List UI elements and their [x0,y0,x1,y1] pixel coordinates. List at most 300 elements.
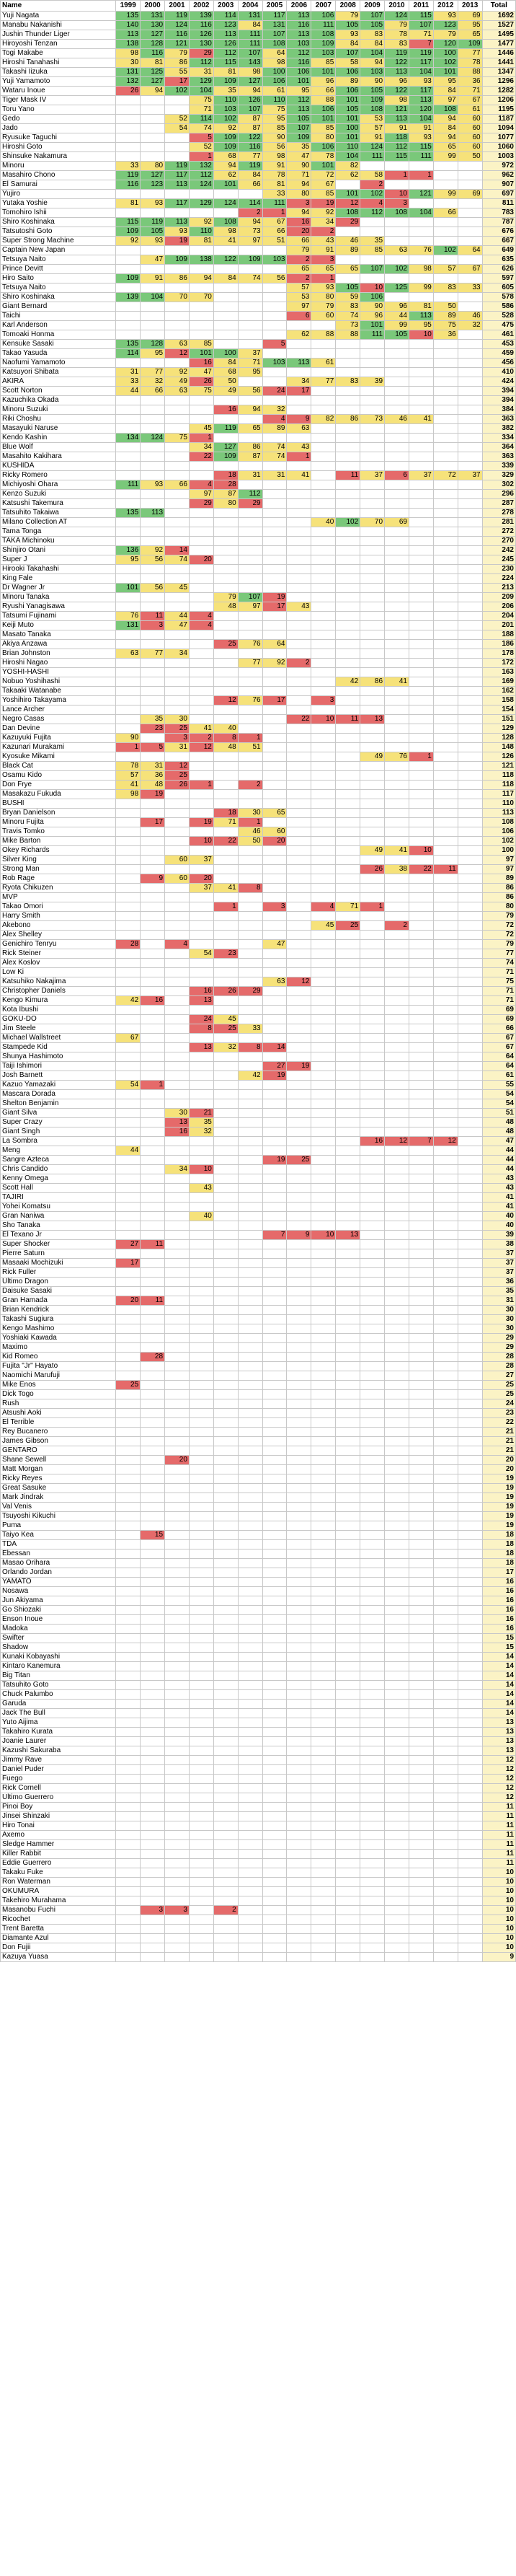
year-cell [336,968,360,977]
table-row [1,199,516,208]
year-cell: 29 [238,499,262,509]
year-cell [238,1062,262,1071]
year-cell [433,1165,458,1174]
year-cell: 1 [385,171,409,180]
year-cell [287,1465,311,1474]
year-cell [360,1353,385,1362]
year-cell [360,349,385,359]
year-cell [433,1896,458,1906]
year-cell: 41 [213,237,238,246]
year-cell [189,912,213,921]
year-cell [165,865,190,874]
wrestler-name: Scott Norton [1,387,116,396]
year-cell [165,1549,190,1559]
year-cell: 124 [165,21,190,30]
year-cell: 43 [189,1184,213,1193]
year-cell [409,1446,433,1456]
year-cell [238,677,262,687]
year-cell [189,1259,213,1268]
year-cell [458,527,482,537]
year-cell [360,1099,385,1109]
year-cell [409,1090,433,1099]
year-cell [213,1540,238,1549]
year-cell [238,1587,262,1596]
year-cell [116,490,141,499]
year-cell [213,1709,238,1718]
table-row [1,1878,516,1887]
year-cell [336,1484,360,1493]
wrestler-name: Akebono [1,921,116,931]
year-cell: 35 [141,715,165,724]
year-cell: 68 [213,152,238,162]
year-cell [433,968,458,977]
year-cell [165,1334,190,1343]
table-row [1,1231,516,1240]
year-cell: 91 [409,124,433,133]
year-cell [336,1071,360,1081]
year-cell: 124 [385,12,409,21]
year-cell: 119 [165,12,190,21]
year-cell [409,162,433,171]
wrestler-name: TDA [1,1540,116,1549]
year-cell [165,1474,190,1484]
year-cell: 107 [262,30,287,40]
year-cell [116,1343,141,1353]
year-cell [336,1746,360,1756]
year-cell: 111 [116,480,141,490]
year-cell: 26 [116,87,141,96]
year-cell [287,687,311,696]
year-cell [189,1353,213,1362]
year-cell [409,1043,433,1052]
year-cell [262,1643,287,1653]
year-cell [116,1531,141,1540]
year-cell: 106 [311,143,336,152]
year-cell [262,1568,287,1578]
table-row [1,12,516,21]
year-cell [360,1062,385,1071]
year-cell [116,1831,141,1840]
year-cell [141,1259,165,1268]
year-cell: 28 [116,940,141,949]
year-cell [433,1503,458,1512]
year-cell [311,977,336,987]
year-cell [213,1587,238,1596]
total-cell: 13 [482,1728,515,1737]
year-cell [116,462,141,471]
year-cell [116,659,141,668]
year-cell [336,1765,360,1775]
year-cell [116,1446,141,1456]
year-cell: 3 [311,696,336,705]
wrestler-name: Ryusuke Taguchi [1,133,116,143]
year-cell [287,874,311,884]
year-cell [385,1165,409,1174]
total-cell: 188 [482,630,515,640]
year-cell [287,537,311,546]
table-header [1,1,516,12]
wrestler-name: Don Fujii [1,1943,116,1953]
table-row [1,771,516,781]
year-cell [360,762,385,771]
year-cell [141,1268,165,1278]
table-row [1,1700,516,1709]
table-row [1,1081,516,1090]
total-cell: 787 [482,218,515,227]
year-cell [385,434,409,443]
year-cell [433,218,458,227]
table-row [1,1521,516,1531]
year-cell [238,1718,262,1728]
total-cell: 14 [482,1662,515,1671]
wrestler-name: Ryushi Yanagisawa [1,602,116,612]
year-cell [336,1399,360,1409]
year-cell [189,649,213,659]
year-cell [141,902,165,912]
year-cell: 131 [116,621,141,630]
year-cell [165,1925,190,1934]
year-cell [385,734,409,743]
year-cell [458,1934,482,1943]
year-cell [238,1231,262,1240]
year-cell [262,1718,287,1728]
year-cell: 67 [262,218,287,227]
year-cell [409,1278,433,1287]
year-cell [116,724,141,734]
year-cell [311,340,336,349]
year-cell [238,555,262,565]
wrestler-name: Masayuki Naruse [1,424,116,434]
year-cell [311,1784,336,1793]
year-cell [213,1718,238,1728]
year-cell [213,687,238,696]
year-cell [116,1709,141,1718]
year-cell: 84 [433,124,458,133]
table-row [1,940,516,949]
year-cell: 33 [116,162,141,171]
year-cell [385,1212,409,1221]
year-cell [262,1118,287,1127]
table-row [1,58,516,68]
year-cell [385,1343,409,1353]
year-cell [433,1934,458,1943]
wrestler-name: Shiro Koshinaka [1,218,116,227]
year-cell: 81 [116,199,141,208]
year-cell [458,340,482,349]
year-cell: 86 [238,443,262,452]
year-cell: 44 [165,612,190,621]
year-cell [458,1081,482,1090]
year-cell: 5 [262,340,287,349]
year-cell: 13 [360,715,385,724]
year-cell [336,1737,360,1746]
year-cell [287,1221,311,1231]
wrestler-name: Alex Koslov [1,959,116,968]
year-cell [311,1034,336,1043]
year-cell [311,1081,336,1090]
total-cell: 54 [482,1099,515,1109]
table-row [1,752,516,762]
year-cell [409,1953,433,1962]
year-cell [238,790,262,799]
year-cell: 49 [213,387,238,396]
year-cell [433,1127,458,1137]
year-cell [458,1259,482,1268]
year-cell: 29 [238,987,262,996]
year-cell [385,931,409,940]
year-cell [458,1052,482,1062]
year-cell: 42 [238,1071,262,1081]
year-cell [433,949,458,959]
year-cell [262,1315,287,1324]
year-cell [458,1653,482,1662]
year-cell [141,1015,165,1024]
year-cell [116,115,141,124]
year-cell [213,715,238,724]
year-cell [141,1484,165,1493]
year-cell [409,1418,433,1428]
table-row [1,96,516,105]
year-cell [287,912,311,921]
total-cell: 1187 [482,115,515,124]
year-cell [433,574,458,584]
table-row [1,1381,516,1390]
table-row [1,1024,516,1034]
year-cell [385,1634,409,1643]
year-cell [385,1568,409,1578]
year-cell [213,527,238,537]
year-cell [458,649,482,659]
year-cell [116,1399,141,1409]
total-cell: 783 [482,208,515,218]
year-cell [116,1718,141,1728]
year-cell [165,1953,190,1962]
year-cell [238,1671,262,1681]
year-cell [458,771,482,781]
year-cell [141,312,165,321]
year-cell [360,1887,385,1896]
year-cell [189,1943,213,1953]
year-cell: 64 [262,49,287,58]
year-cell [238,283,262,293]
year-cell [262,959,287,968]
year-cell [287,1606,311,1615]
wrestler-name: Naofumi Yamamoto [1,359,116,368]
year-cell: 29 [189,49,213,58]
year-cell [409,1409,433,1418]
year-cell: 117 [165,171,190,180]
year-cell [213,1353,238,1362]
year-cell [189,940,213,949]
year-cell [311,612,336,621]
year-cell [360,1240,385,1249]
year-cell [458,846,482,856]
year-cell [116,133,141,143]
year-cell: 37 [360,471,385,480]
year-cell [360,1671,385,1681]
year-cell [287,1943,311,1953]
year-cell: 57 [287,283,311,293]
wrestler-name: Great Sasuke [1,1484,116,1493]
year-cell [287,1043,311,1052]
year-cell: 91 [311,246,336,255]
year-cell [360,509,385,518]
year-cell [213,1728,238,1737]
year-cell [141,1887,165,1896]
wrestler-name: Takahiro Kurata [1,1728,116,1737]
year-cell [336,790,360,799]
table-row [1,1296,516,1306]
year-cell [385,405,409,415]
year-cell [165,809,190,818]
year-cell [165,1428,190,1437]
year-cell: 2 [238,208,262,218]
year-cell: 33 [238,1024,262,1034]
year-cell: 92 [311,208,336,218]
year-cell [238,1953,262,1962]
year-cell [213,1493,238,1503]
year-cell [385,1653,409,1662]
year-cell [433,1306,458,1315]
year-cell: 19 [262,593,287,602]
year-cell [360,1118,385,1127]
year-cell [213,1203,238,1212]
table-row [1,1925,516,1934]
year-cell [189,283,213,293]
total-cell: 270 [482,537,515,546]
year-cell [116,1596,141,1606]
year-cell: 113 [165,180,190,190]
year-cell [311,602,336,612]
year-cell [311,1596,336,1606]
year-cell [433,1596,458,1606]
year-cell [336,1700,360,1709]
year-cell [385,781,409,790]
year-cell [116,1643,141,1653]
column-header-year: 2011 [409,1,433,12]
year-cell: 4 [189,480,213,490]
wrestler-name: Ultimo Dragon [1,1278,116,1287]
year-cell [213,302,238,312]
table-row [1,1868,516,1878]
year-cell [213,1831,238,1840]
year-cell [360,162,385,171]
year-cell [238,1306,262,1315]
year-cell [165,1728,190,1737]
year-cell [165,1559,190,1568]
year-cell: 79 [287,246,311,255]
year-cell: 117 [409,87,433,96]
year-cell [385,1043,409,1052]
year-cell [116,1165,141,1174]
year-cell [238,1634,262,1643]
total-cell: 44 [482,1146,515,1156]
year-cell: 78 [116,762,141,771]
year-cell: 65 [433,143,458,152]
year-cell [385,1287,409,1296]
year-cell [311,321,336,330]
year-cell: 113 [287,105,311,115]
table-row [1,602,516,612]
year-cell [189,977,213,987]
year-cell [336,1821,360,1831]
year-cell [165,1052,190,1062]
year-cell [141,752,165,762]
year-cell [116,1212,141,1221]
year-cell: 37 [189,884,213,893]
year-cell [311,593,336,602]
year-cell [311,1399,336,1409]
year-cell [385,480,409,490]
total-cell: 29 [482,1343,515,1353]
year-cell [385,837,409,846]
year-cell [165,1015,190,1024]
table-row [1,1803,516,1812]
year-cell [238,902,262,912]
year-cell [433,1925,458,1934]
year-cell [385,1278,409,1287]
year-cell [433,274,458,283]
year-cell [311,743,336,752]
year-cell [287,837,311,846]
year-cell [287,1709,311,1718]
year-cell [409,1118,433,1127]
year-cell [385,1127,409,1137]
year-cell [336,949,360,959]
year-cell [141,1231,165,1240]
table-row [1,462,516,471]
year-cell [458,996,482,1006]
year-cell [165,630,190,640]
year-cell [385,809,409,818]
column-header-year: 2008 [336,1,360,12]
wrestler-name: Black Cat [1,762,116,771]
year-cell [287,612,311,621]
year-cell: 93 [311,283,336,293]
year-cell: 113 [385,115,409,124]
year-cell [189,790,213,799]
year-cell: 16 [189,987,213,996]
year-cell [385,715,409,724]
year-cell [409,340,433,349]
table-row [1,1390,516,1399]
table-row [1,1549,516,1559]
year-cell [458,227,482,237]
year-cell [360,490,385,499]
year-cell [311,1625,336,1634]
year-cell [336,996,360,1006]
table-row [1,302,516,312]
year-cell [458,602,482,612]
year-cell [189,312,213,321]
year-cell: 95 [458,21,482,30]
year-cell [141,977,165,987]
year-cell: 1 [238,734,262,743]
wrestler-name: Masakazu Fukuda [1,790,116,799]
year-cell [165,1071,190,1081]
year-cell [409,1212,433,1221]
year-cell [311,1334,336,1343]
year-cell: 93 [433,12,458,21]
wrestler-name: Maximo [1,1343,116,1353]
year-cell [458,480,482,490]
year-cell [287,1850,311,1859]
year-cell: 125 [141,68,165,77]
year-cell [189,471,213,480]
wrestler-name: Meng [1,1146,116,1156]
total-cell: 10 [482,1943,515,1953]
table-row [1,612,516,621]
